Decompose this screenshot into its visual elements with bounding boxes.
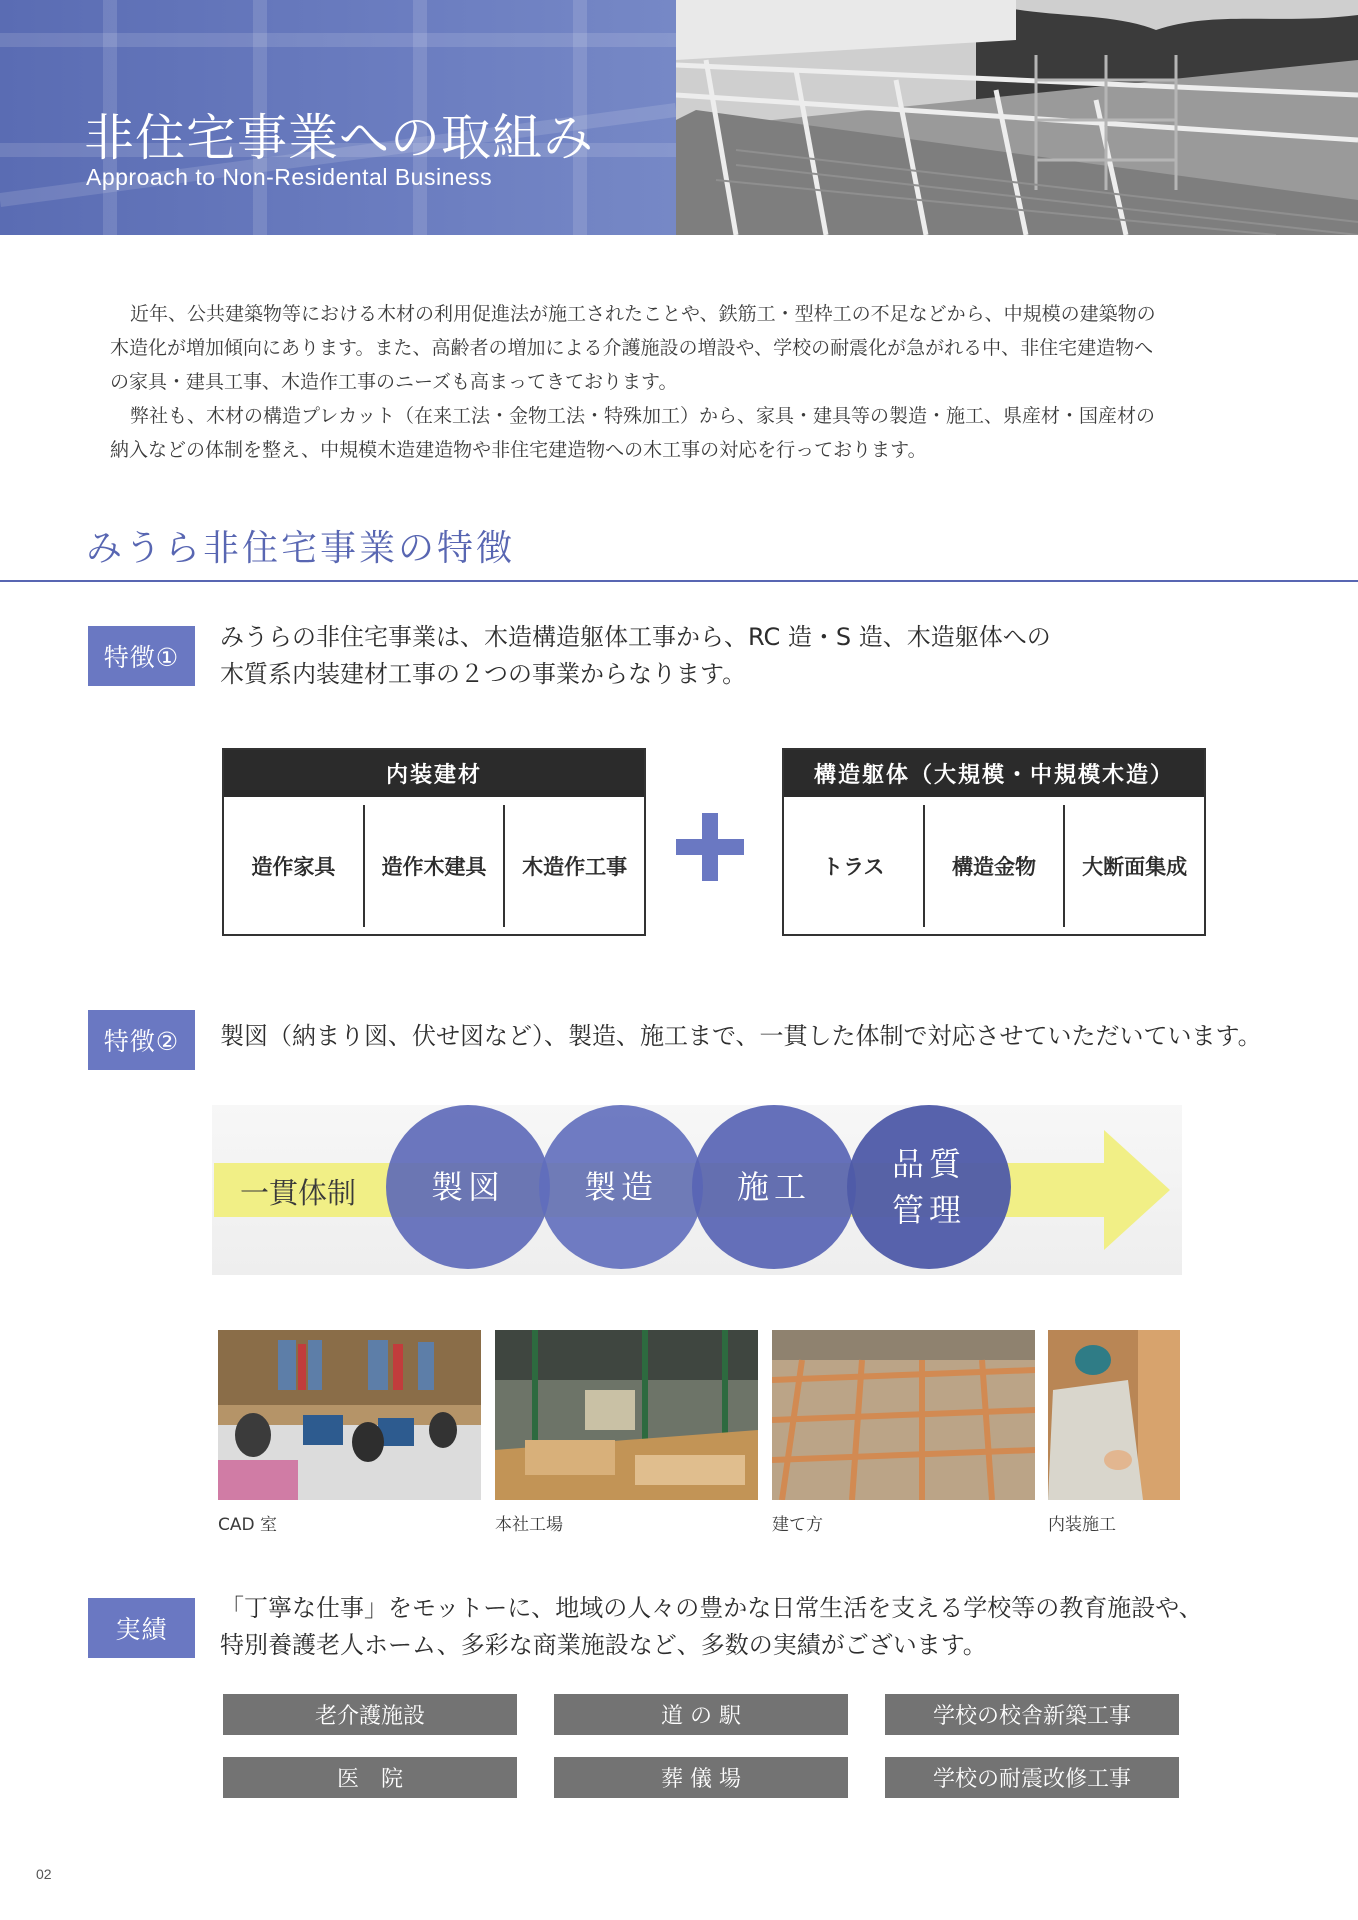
cad-room-photo xyxy=(218,1330,481,1500)
framing-photo xyxy=(772,1330,1035,1500)
feature-2-description: 製図（納まり図、伏せ図など）、製造、施工まで、一貫した体制で対応させていただいています。 xyxy=(220,1022,1262,1050)
achievement-item: 学校の耐震改修工事 xyxy=(885,1757,1179,1798)
intro-line: 木造化が増加傾向にあります。また、高齢者の増加による介護施設の増設や、学校の耐震化が急がれる中、非住宅建造物へ xyxy=(110,337,1154,359)
page-subtitle: Approach to Non-Residental Business xyxy=(86,164,493,190)
box-item: 造作家具 xyxy=(251,854,336,879)
section-divider xyxy=(0,580,1358,582)
header-banner xyxy=(0,0,1358,235)
photo-caption: CAD 室 xyxy=(218,1515,277,1535)
flow-label: 一貫体制 xyxy=(240,1176,357,1210)
box-item: 大断面集成 xyxy=(1063,805,1204,927)
structural-frame-heading: 構造躯体（大規模・中規模木造） xyxy=(784,750,1204,797)
page-title: 非住宅事業への取組み xyxy=(84,109,594,167)
interior-materials-heading: 内装建材 xyxy=(224,750,644,797)
roof-frame-image xyxy=(676,0,1358,235)
plus-icon xyxy=(676,813,744,881)
structural-frame-box xyxy=(782,748,1206,936)
box-item: 木造作工事 xyxy=(503,805,644,927)
page-number: 02 xyxy=(36,1866,52,1882)
box-item: 構造金物 xyxy=(923,805,1064,927)
feature-1-line: みうらの非住宅事業は、木造構造躯体工事から、RC 造・S 造、木造躯体への xyxy=(220,623,1051,651)
process-flow-diagram xyxy=(210,1105,1180,1275)
achievement-item: 老介護施設 xyxy=(223,1694,517,1735)
feature-1-description xyxy=(220,619,1051,693)
intro-line: 近年、公共建築物等における木材の利用促進法が施工されたことや、鉄筋工・型枠工の不足などから、中規模の建築物の xyxy=(130,303,1156,325)
achievements-tag: 実績 xyxy=(88,1598,195,1658)
achievement-item: 道 の 駅 xyxy=(554,1694,848,1735)
section-title: みうら非住宅事業の特徴 xyxy=(86,528,516,569)
arrow-right-icon xyxy=(1104,1130,1170,1250)
achievements-description xyxy=(220,1590,1203,1664)
achievement-item: 医 院 xyxy=(223,1757,517,1798)
process-step-manufacturing: 製造 xyxy=(539,1105,703,1269)
process-step-drafting: 製図 xyxy=(386,1105,550,1269)
intro-line: 弊社も、木材の構造プレカット（在来工法・金物工法・特殊加工）から、家具・建具等の製造・施工、県産材・国産材の xyxy=(130,405,1156,427)
intro-line: 納入などの体制を整え、中規模木造建造物や非住宅建造物への木工事の対応を行っております。 xyxy=(110,439,927,461)
achievements-line: 特別養護老人ホーム、多彩な商業施設など、多数の実績がございます。 xyxy=(220,1631,987,1659)
achievement-item: 学校の校舎新築工事 xyxy=(885,1694,1179,1735)
photo-caption: 建て方 xyxy=(772,1515,823,1535)
interior-materials-box xyxy=(222,748,646,936)
achievement-item: 葬 儀 場 xyxy=(554,1757,848,1798)
box-item: 造作木建具 xyxy=(363,805,504,927)
feature-2-tag: 特徴② xyxy=(88,1010,195,1070)
feature-1-tag: 特徴① xyxy=(88,626,195,686)
interior-work-photo xyxy=(1048,1330,1180,1500)
process-step-quality: 品質 管理 xyxy=(847,1105,1011,1269)
factory-photo xyxy=(495,1330,758,1500)
construction-photo xyxy=(676,0,1358,235)
photo-caption: 内装施工 xyxy=(1048,1515,1116,1535)
feature-1-line: 木質系内装建材工事の２つの事業からなります。 xyxy=(220,660,747,688)
box-item: トラス xyxy=(822,854,885,879)
intro-paragraph xyxy=(110,297,1260,467)
intro-line: の家具・建具工事、木造作工事のニーズも高まってきております。 xyxy=(110,371,678,393)
photo-caption: 本社工場 xyxy=(495,1515,563,1535)
process-step-construction: 施工 xyxy=(692,1105,856,1269)
achievements-line: 「丁寧な仕事」をモットーに、地域の人々の豊かな日常生活を支える学校等の教育施設や、 xyxy=(220,1594,1203,1622)
